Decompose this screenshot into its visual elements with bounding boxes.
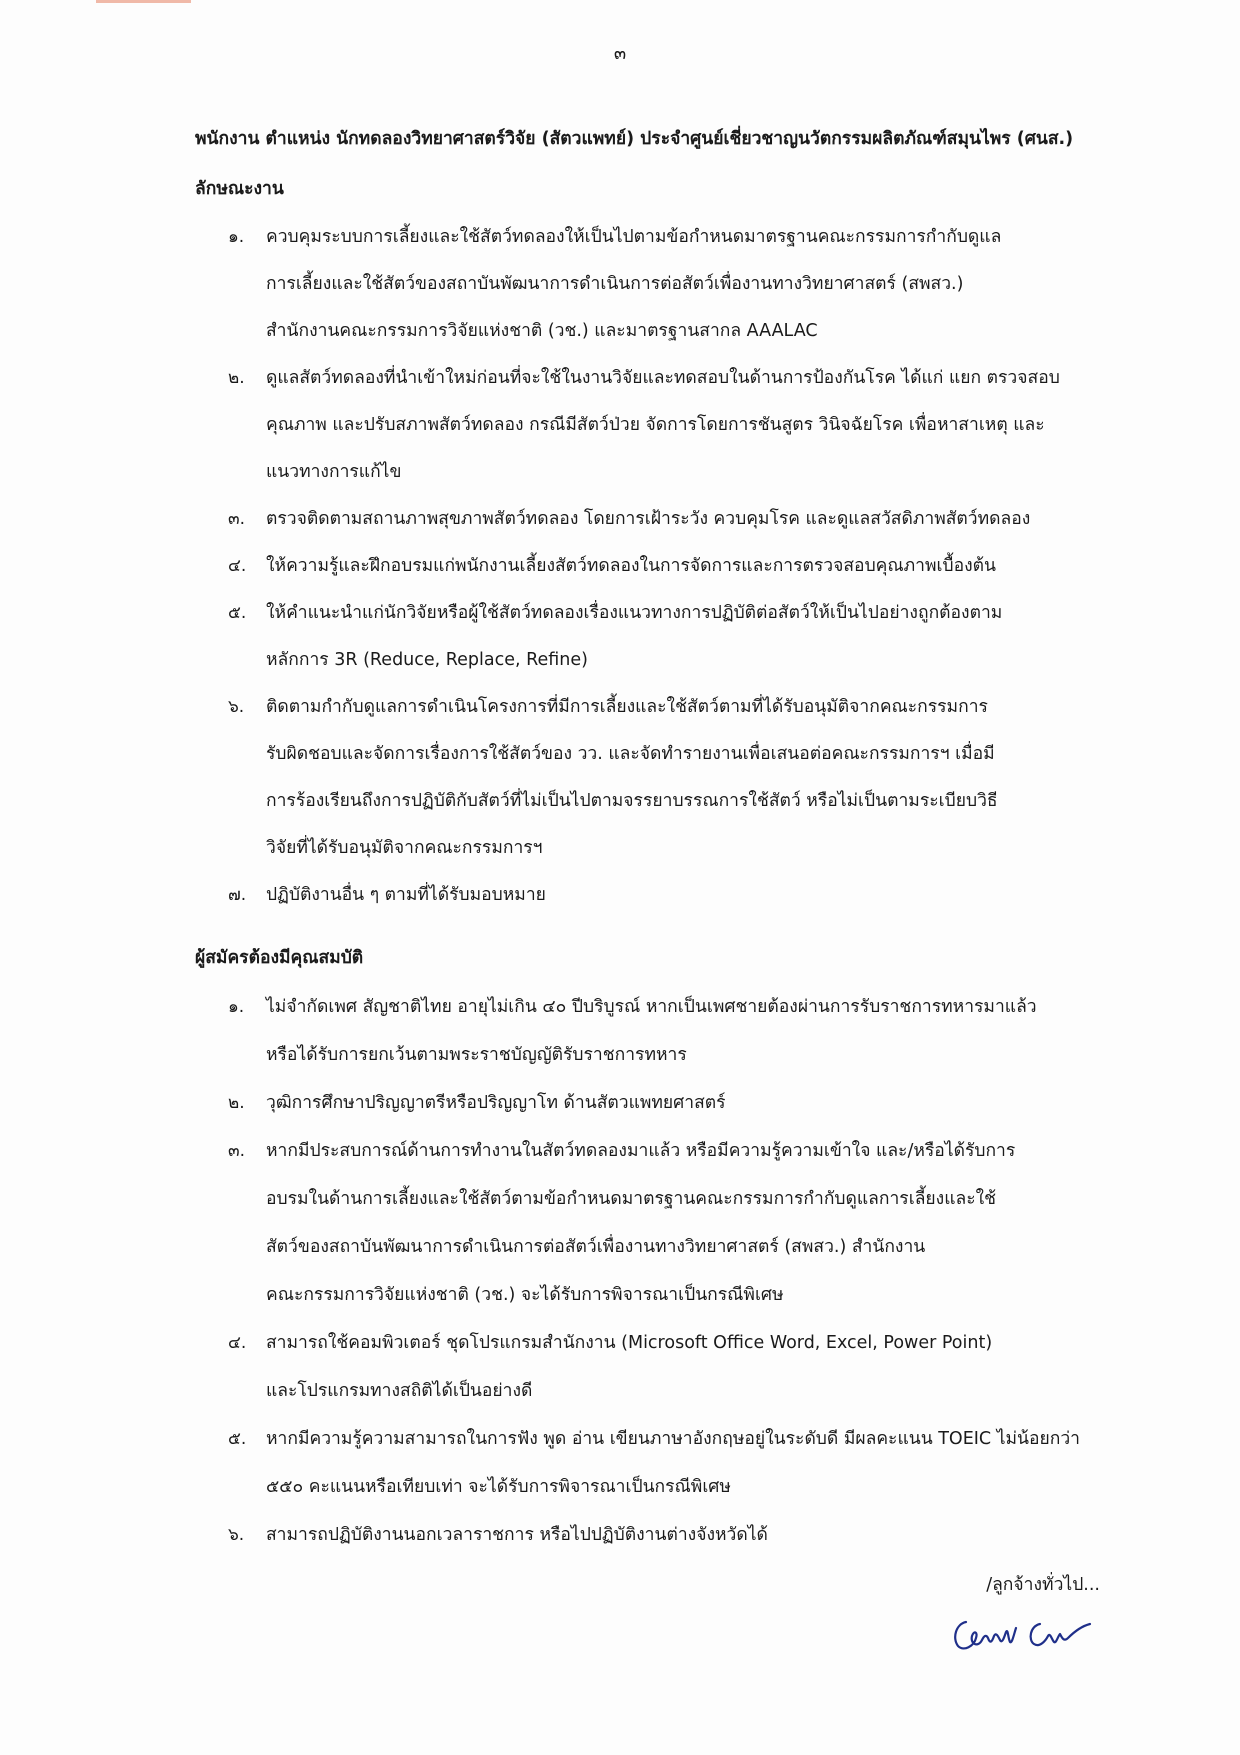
qualification-item-text: [266, 1415, 1095, 1511]
position-heading: พนักงาน ตำแหน่ง นักทดลองวิทยาศาสตร์วิจัย (สัตวแพทย์) ประจำศูนย์เชี่ยวชาญนวัตกรรมผลิตภัณฑ์สมุนไพร (ศนส.): [195, 129, 1074, 149]
qualification-item-number: ๓.: [228, 1141, 246, 1161]
continuation-note: /ลูกจ้างทั่วไป...: [986, 1575, 1100, 1595]
qualification-item: [195, 1079, 1095, 1127]
duty-item-line: ติดตามกำกับดูแลการดำเนินโครงการที่มีการเลี้ยงและใช้สัตว์ตามที่ได้รับอนุมัติจากคณะกรรมการ: [266, 697, 988, 717]
qualification-item-text: [266, 1079, 1095, 1127]
duty-item-number: ๒.: [228, 368, 245, 388]
duty-item: [195, 590, 1095, 684]
qualification-item-text: [266, 1319, 1095, 1415]
duty-item: [195, 543, 1095, 590]
duty-item-number: ๓.: [228, 509, 246, 529]
duty-item-text: [266, 355, 1095, 496]
qualification-item: [195, 1511, 1095, 1559]
qualification-item-line: ๕๕๐ คะแนนหรือเทียบเท่า จะได้รับการพิจารณาเป็นกรณีพิเศษ: [266, 1477, 731, 1497]
duty-item-number: ๔.: [228, 556, 247, 576]
qualification-item-line: หรือได้รับการยกเว้นตามพระราชบัญญัติรับราชการทหาร: [266, 1045, 687, 1065]
qualification-item-number: ๑.: [228, 997, 245, 1017]
duty-item-text: [266, 543, 1095, 590]
qualification-item-line: วุฒิการศึกษาปริญญาตรีหรือปริญญาโท ด้านสัตวแพทยศาสตร์: [266, 1093, 726, 1113]
qualification-item-number: ๔.: [228, 1333, 247, 1353]
duty-item: [195, 496, 1095, 543]
qualification-item: [195, 1415, 1095, 1511]
duty-item-text: [266, 684, 1095, 872]
qualification-item: [195, 983, 1095, 1079]
duty-item-line: ให้คำแนะนำแก่นักวิจัยหรือผู้ใช้สัตว์ทดลองเรื่องแนวทางการปฏิบัติต่อสัตว์ให้เป็นไปอย่างถูกต้องตาม: [266, 603, 1003, 623]
duty-item: [195, 214, 1095, 355]
qualification-item: [195, 1127, 1095, 1319]
duty-item: [195, 684, 1095, 872]
qualification-item-number: ๕.: [228, 1429, 247, 1449]
duty-item-line: ดูแลสัตว์ทดลองที่นำเข้าใหม่ก่อนที่จะใช้ในงานวิจัยและทดสอบในด้านการป้องกันโรค ได้แก่ แยก ตรวจสอบ: [266, 368, 1060, 388]
qualification-item-line: สามารถปฏิบัติงานนอกเวลาราชการ หรือไปปฏิบัติงานต่างจังหวัดได้: [266, 1525, 768, 1545]
duty-item-line: คุณภาพ และปรับสภาพสัตว์ทดลอง กรณีมีสัตว์ป่วย จัดการโดยการชันสูตร วินิจฉัยโรค เพื่อหาสาเหตุ และ: [266, 415, 1045, 435]
duty-item-line: รับผิดชอบและจัดการเรื่องการใช้สัตว์ของ วว. และจัดทำรายงานเพื่อเสนอต่อคณะกรรมการฯ เมื่อมี: [266, 744, 995, 764]
handwritten-signature: [948, 1608, 1098, 1658]
qualification-item-line: อบรมในด้านการเลี้ยงและใช้สัตว์ตามข้อกำหนดมาตรฐานคณะกรรมการกำกับดูแลการเลี้ยงและใช้: [266, 1189, 997, 1209]
duty-item-line: การร้องเรียนถึงการปฏิบัติกับสัตว์ที่ไม่เป็นไปตามจรรยาบรรณการใช้สัตว์ หรือไม่เป็นตามระเบียบวิธี: [266, 791, 998, 811]
duty-item-line: แนวทางการแก้ไข: [266, 462, 402, 482]
qualification-item-line: และโปรแกรมทางสถิติได้เป็นอย่างดี: [266, 1381, 533, 1401]
duty-item: [195, 355, 1095, 496]
duty-item-text: [266, 214, 1095, 355]
qualification-item-line: หากมีประสบการณ์ด้านการทำงานในสัตว์ทดลองมาแล้ว หรือมีความรู้ความเข้าใจ และ/หรือได้รับการ: [266, 1141, 1016, 1161]
duty-item-line: สำนักงานคณะกรรมการวิจัยแห่งชาติ (วช.) และมาตรฐานสากล AAALAC: [266, 321, 818, 341]
duty-item-number: ๑.: [228, 227, 245, 247]
qualification-item-line: สัตว์ของสถาบันพัฒนาการดำเนินการต่อสัตว์เพื่องานทางวิทยาศาสตร์ (สพสว.) สำนักงาน: [266, 1237, 926, 1257]
duty-item-number: ๖.: [228, 697, 245, 717]
qualification-item-number: ๒.: [228, 1093, 245, 1113]
duty-item-text: [266, 590, 1095, 684]
duty-item-text: [266, 496, 1095, 543]
duty-item-number: ๕.: [228, 603, 247, 623]
duty-item-line: ให้ความรู้และฝึกอบรมแก่พนักงานเลี้ยงสัตว์ทดลองในการจัดการและการตรวจสอบคุณภาพเบื้องต้น: [266, 556, 996, 576]
qualifications-heading: ผู้สมัครต้องมีคุณสมบัติ: [195, 948, 364, 968]
duty-item-line: การเลี้ยงและใช้สัตว์ของสถาบันพัฒนาการดำเนินการต่อสัตว์เพื่องานทางวิทยาศาสตร์ (สพสว.): [266, 274, 964, 294]
qualification-item-text: [266, 1127, 1095, 1319]
qualifications-list: [195, 983, 1095, 1559]
qualification-item-line: หากมีความรู้ความสามารถในการฟัง พูด อ่าน เขียนภาษาอังกฤษอยู่ในระดับดี มีผลคะแนน TOEIC ไม่น้อยกว่า: [266, 1429, 1081, 1449]
qualification-item-line: ไม่จำกัดเพศ สัญชาติไทย อายุไม่เกิน ๔๐ ปีบริบูรณ์ หากเป็นเพศชายต้องผ่านการรับราชการทหารมาแล้ว: [266, 997, 1037, 1017]
duty-item-line: ตรวจติดตามสถานภาพสุขภาพสัตว์ทดลอง โดยการเฝ้าระวัง ควบคุมโรค และดูแลสวัสดิภาพสัตว์ทดลอง: [266, 509, 1031, 529]
duty-item-line: หลักการ 3R (Reduce, Replace, Refine): [266, 650, 588, 670]
duty-item-line: ปฏิบัติงานอื่น ๆ ตามที่ได้รับมอบหมาย: [266, 885, 546, 905]
duty-item-line: ควบคุมระบบการเลี้ยงและใช้สัตว์ทดลองให้เป็นไปตามข้อกำหนดมาตรฐานคณะกรรมการกำกับดูแล: [266, 227, 1002, 247]
duties-list: [195, 214, 1095, 919]
duty-item-text: [266, 872, 1095, 919]
qualification-item-line: สามารถใช้คอมพิวเตอร์ ชุดโปรแกรมสำนักงาน (Microsoft Office Word, Excel, Power Point): [266, 1333, 993, 1353]
scan-corner-mark: [96, 0, 191, 3]
qualification-item-text: [266, 983, 1095, 1079]
duty-item: [195, 872, 1095, 919]
qualification-item-line: คณะกรรมการวิจัยแห่งชาติ (วช.) จะได้รับการพิจารณาเป็นกรณีพิเศษ: [266, 1285, 784, 1305]
qualification-item-text: [266, 1511, 1095, 1559]
page-number: ๓: [613, 43, 627, 64]
duty-item-line: วิจัยที่ได้รับอนุมัติจากคณะกรรมการฯ: [266, 838, 543, 858]
duties-heading: ลักษณะงาน: [195, 179, 284, 199]
document-body: [195, 114, 1095, 1559]
duty-item-number: ๗.: [228, 885, 247, 905]
qualification-item-number: ๖.: [228, 1525, 245, 1545]
qualification-item: [195, 1319, 1095, 1415]
